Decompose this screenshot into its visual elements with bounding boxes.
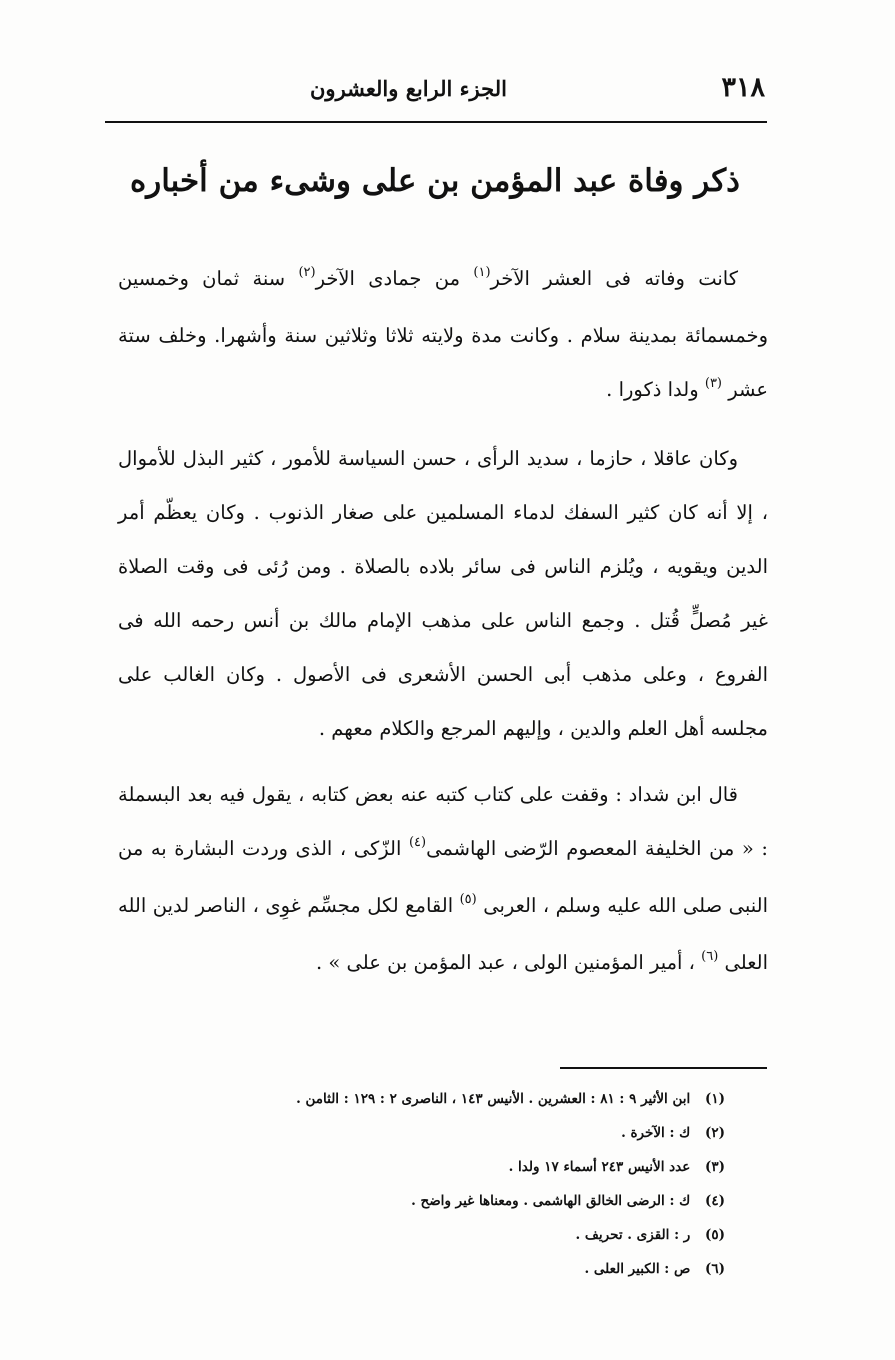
paragraph-text: القامع لكل مجسِّم غوِى ، الناصر لدين الله العلى [118,894,768,974]
footnote-number: (٤) [704,1193,725,1209]
paragraph-text: سنة ثمان وخمسين وخمسمائة بمدينة سلام . وكانت مدة ولايته ثلاثا وثلاثين سنة وأشهرا. وخلف ستة عشر [118,267,768,401]
footnote-marker: (٣) [704,376,722,391]
paragraph-text: من جمادى الآخر [315,267,474,290]
footnote-4 [110,1184,725,1218]
footnote-3 [110,1150,725,1184]
footnote-text: ك : الآخرة . [621,1125,691,1141]
footnote-marker: (٢) [298,265,316,280]
footnote-marker: (٤) [408,835,427,850]
paragraph-text: ولدا ذكورا . [606,378,705,401]
running-head [105,70,765,110]
footnote-6 [110,1252,725,1286]
footnotes [110,1082,725,1286]
footnote-number: (٥) [704,1227,725,1243]
paragraph-letter [118,768,768,993]
page-number: ٣١٨ [721,72,765,103]
footnote-5 [110,1218,725,1252]
paragraph-text: ، أمير المؤمنين الولى ، عبد المؤمن بن على » . [316,951,702,974]
footnote-rule [560,1067,767,1069]
footnote-text: ك : الرضى الخالق الهاشمى . ومعناها غير واضح . [411,1193,691,1209]
paragraph-text: قال ابن شداد : وقفت على كتاب كتبه عنه بعض كتابه ، يقول فيه بعد البسملة : « من الخليفة المعصوم الرّضى الهاشمى [118,783,768,860]
footnote-number: (٦) [704,1261,725,1277]
footnote-text: ر : القزى . تحريف . [575,1227,691,1243]
footnote-text: عدد الأنيس ٢٤٣ أسماء ١٧ ولدا . [508,1159,691,1175]
footnote-number: (١) [704,1091,725,1107]
paragraph-text: الزّكى ، الذى وردت البشارة به من النبى صلى الله عليه وسلم ، العربى [118,837,768,917]
paragraph-character: وكان عاقلا ، حازما ، سديد الرأى ، حسن السياسة للأمور ، كثير البذل للأموال ، إلا أنه كان كثير السفك لدماء المسلمين على صغار الذنوب . وكان يعظّم أمر الدين ويقويه ، ويُلزم الناس فى سائر بلاده بالصلاة . ومن رُئى فى وقت الصلاة غير مُصلٍّ قُتل . وجمع الناس على مذهب الإمام مالك بن أنس رحمه الله فى الفروع ، وعلى مذهب أبى الحسن الأشعرى فى الأصول . وكان الغالب على مجلسه أهل العلم والدين ، وإليهم المرجع والكلام معهم . [118,447,768,740]
footnote-marker: (٦) [701,949,719,964]
footnote-marker: (٥) [459,892,477,907]
body-text [118,252,768,1005]
footnote-text: ص : الكبير العلى . [584,1261,691,1277]
footnote-text: ابن الأثير ٩ : ٨١ : العشرين . الأنيس ١٤٣ ، الناصرى ٢ : ١٢٩ : الثامن . [296,1091,691,1107]
running-title: الجزء الرابع والعشرون [310,76,507,101]
footnote-number: (٣) [704,1159,725,1175]
paragraph-text: كانت وفاته فى العشر الآخر [490,267,738,290]
header-rule [105,121,767,123]
footnote-2 [110,1116,725,1150]
footnote-marker: (١) [473,265,491,280]
footnote-1 [110,1082,725,1116]
paragraph-death [118,252,768,420]
chapter-title: ذكر وفاة عبد المؤمن بن على وشىء من أخباره [130,163,740,199]
footnote-number: (٢) [704,1125,725,1141]
